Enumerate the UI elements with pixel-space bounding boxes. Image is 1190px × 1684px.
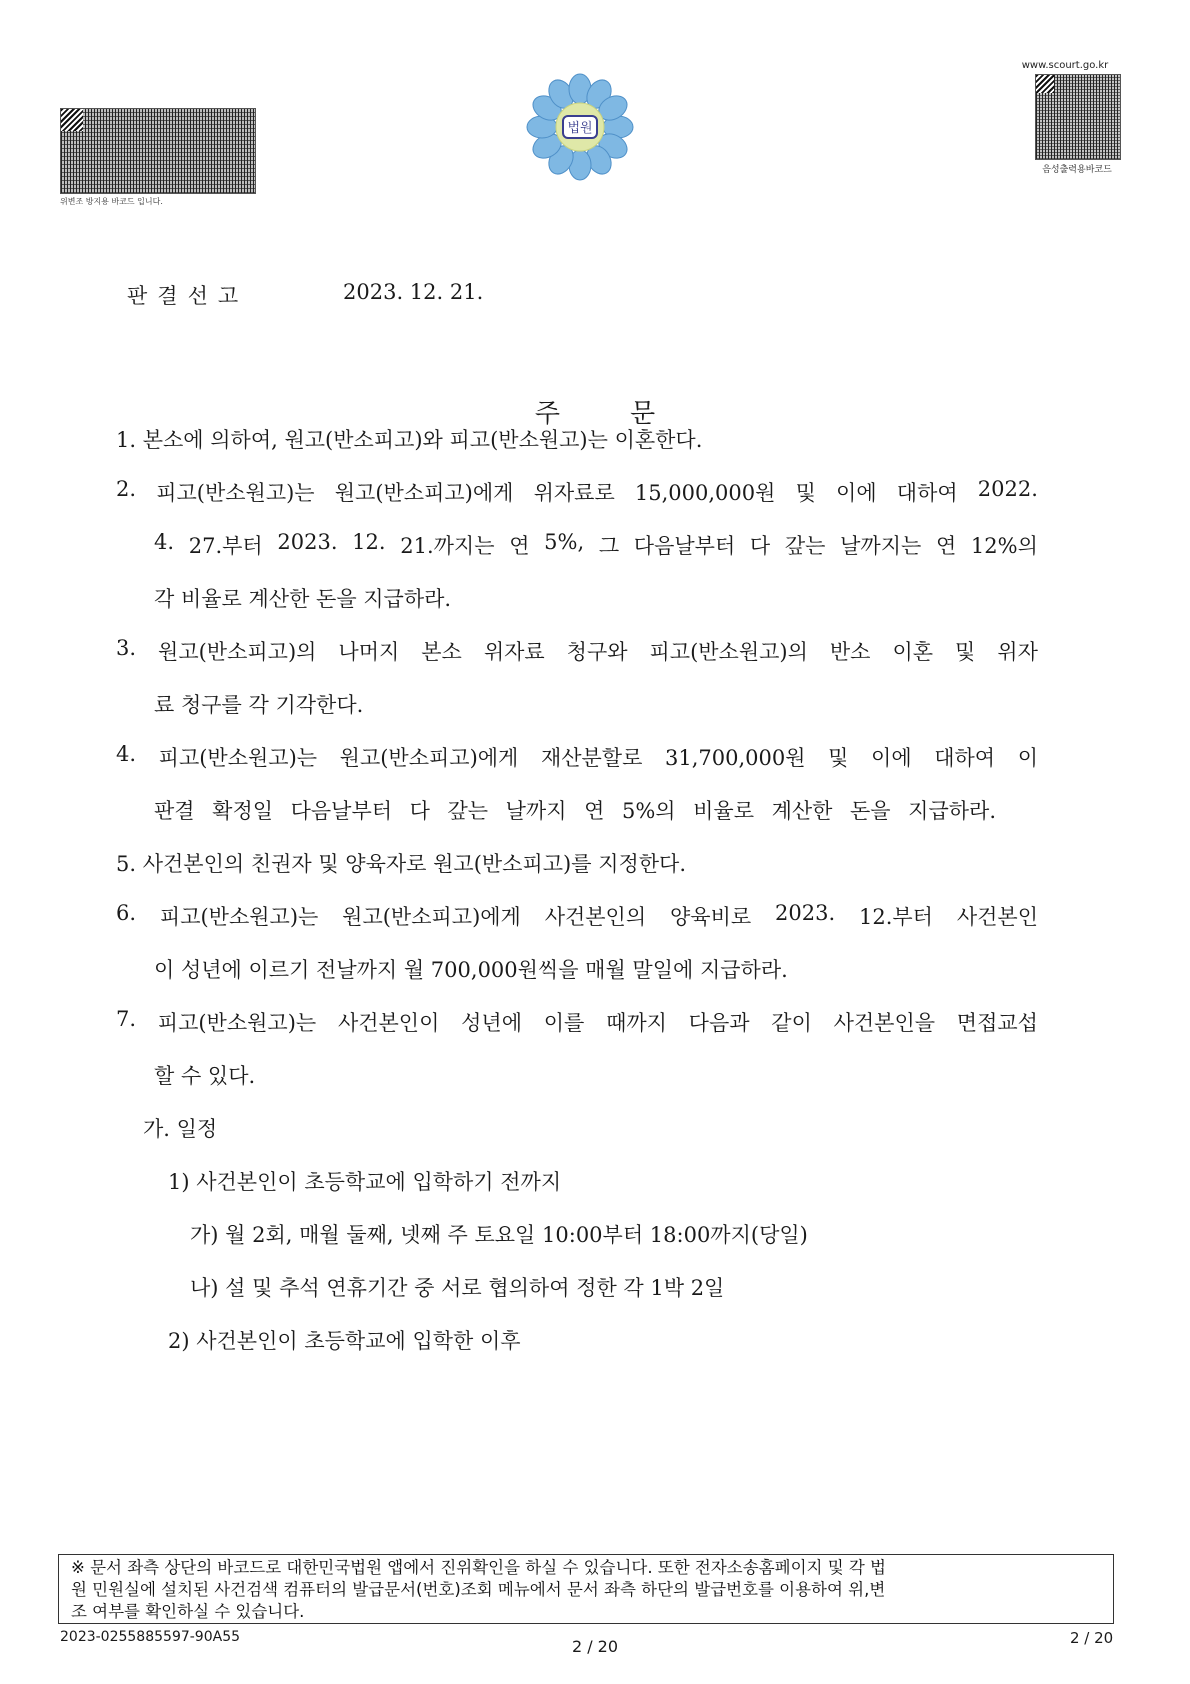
judgment-line: 이 성년에 이르기 전날까지 월 700,000원씩을 매월 말일에 지급하라. — [154, 958, 788, 982]
emblem-text: 법원 — [567, 121, 593, 136]
issue-number: 2023-0255885597-90A55 — [60, 1629, 241, 1645]
judgment-line: 각 비율로 계산한 돈을 지급하라. — [154, 587, 452, 611]
decision-date-label: 판결선고 — [127, 284, 249, 308]
forgery-prevention-barcode — [60, 108, 256, 194]
court-url: www.scourt.go.kr — [1021, 60, 1109, 71]
judgment-line-text: 4. 피고(반소원고)는 원고(반소피고)에게 재산분할로 31,700,000원 및 이에 대하여 이 — [116, 742, 1038, 770]
judgment-line — [154, 795, 996, 825]
page-number-right: 2 / 20 — [1070, 1629, 1114, 1647]
judgment-line: 가) 월 2회, 매월 둘째, 넷째 주 토요일 10:00부터 18:00까지(당일) — [190, 1223, 808, 1247]
judgment-line: 할 수 있다. — [154, 1064, 256, 1088]
judgment-line: 1) 사건본인이 초등학교에 입학하기 전까지 — [168, 1170, 562, 1194]
judgment-line-text: 판결 확정일 다음날부터 다 갚는 날까지 연 5%의 비율로 계산한 돈을 지급하라. — [154, 799, 996, 823]
judgment-line: 나) 설 및 추석 연휴기간 중 서로 협의하여 정한 각 1박 2일 — [190, 1276, 725, 1300]
court-emblem-icon — [525, 72, 635, 182]
judgment-line — [154, 530, 1038, 560]
notice-line: 조 여부를 확인하실 수 있습니다. — [71, 1602, 305, 1621]
judgment-line — [116, 477, 1038, 507]
judgment-line: 1. 본소에 의하여, 원고(반소피고)와 피고(반소원고)는 이혼한다. — [116, 428, 703, 452]
judgment-line: 료 청구를 각 기각한다. — [154, 693, 364, 717]
barcode-right-caption: 음성출력용바코드 — [1042, 165, 1112, 175]
judgment-line-text: 2. 피고(반소원고)는 원고(반소피고)에게 위자료로 15,000,000원 및 이에 대하여 2022. — [116, 477, 1038, 505]
verification-notice — [58, 1554, 1114, 1624]
judgment-line-text: 7. 피고(반소원고)는 사건본인이 성년에 이를 때까지 다음과 같이 사건본인을 면접교섭 — [116, 1007, 1038, 1035]
notice-line: 원 민원실에 설치된 사건검색 컴퓨터의 발급문서(번호)조회 메뉴에서 문서 좌측 하단의 발급번호를 이용하여 위,변 — [71, 1580, 886, 1599]
page-number-center: 2 / 20 — [571, 1637, 619, 1656]
notice-line: ※ 문서 좌측 상단의 바코드로 대한민국법원 앱에서 진위확인을 하실 수 있습니다. 또한 전자소송홈페이지 및 각 법 — [71, 1558, 886, 1577]
judgment-line — [116, 636, 1038, 666]
judgment-line: 5. 사건본인의 친권자 및 양육자로 원고(반소피고)를 지정한다. — [116, 852, 687, 876]
judgment-line-text: 6. 피고(반소원고)는 원고(반소피고)에게 사건본인의 양육비로 2023. 12.부터 사건본인 — [116, 901, 1038, 929]
judgment-line — [116, 901, 1038, 931]
judgment-line: 가. 일정 — [143, 1117, 218, 1141]
audio-output-barcode — [1035, 74, 1121, 160]
barcode-left-caption: 위변조 방지용 바코드 입니다. — [60, 197, 163, 206]
judgment-line-text: 3. 원고(반소피고)의 나머지 본소 위자료 청구와 피고(반소원고)의 반소 이혼 및 위자 — [116, 636, 1038, 664]
judgment-line-text: 4. 27.부터 2023. 12. 21.까지는 연 5%, 그 다음날부터 다 갚는 날까지는 연 12%의 — [154, 530, 1038, 558]
judgment-line — [116, 742, 1038, 772]
judgment-line: 2) 사건본인이 초등학교에 입학한 이후 — [168, 1329, 521, 1353]
decision-date: 2023. 12. 21. — [343, 280, 484, 304]
judgment-line — [116, 1007, 1038, 1037]
judgment-title: 주문 — [534, 399, 726, 429]
